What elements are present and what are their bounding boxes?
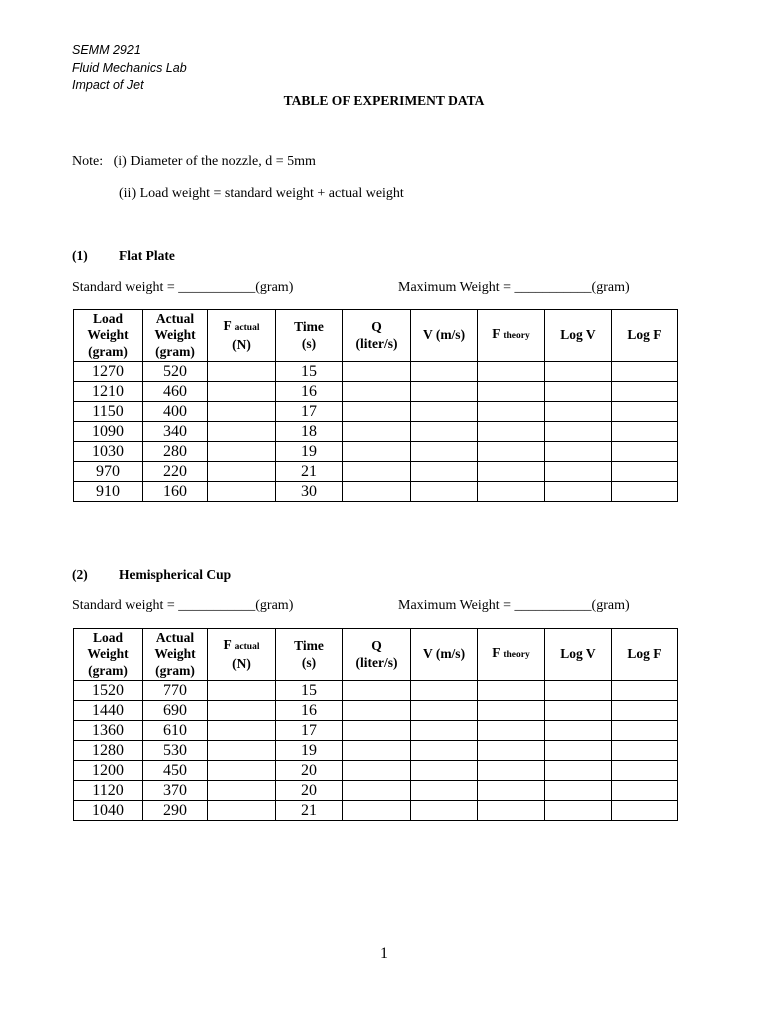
f-theory-cell bbox=[478, 422, 545, 442]
velocity-cell bbox=[411, 681, 478, 701]
table-row bbox=[74, 741, 678, 761]
load-weight-cell: 1040 bbox=[74, 801, 143, 821]
table-row bbox=[74, 801, 678, 821]
page-number: 1 bbox=[380, 945, 388, 962]
table-row bbox=[74, 482, 678, 502]
velocity-cell bbox=[411, 422, 478, 442]
actual-weight-cell: 290 bbox=[143, 801, 208, 821]
load-weight-cell: 1280 bbox=[74, 741, 143, 761]
actual-weight-cell: 520 bbox=[143, 362, 208, 382]
flow-rate-cell bbox=[343, 362, 411, 382]
col-actual-weight: Actual Weight (gram) bbox=[143, 629, 208, 681]
col-log-f: Log F bbox=[612, 310, 678, 362]
load-weight-cell: 1120 bbox=[74, 781, 143, 801]
f-actual-cell bbox=[208, 422, 276, 442]
data-table-hemispherical-cup bbox=[73, 628, 678, 821]
col-f-theory: F theory bbox=[478, 310, 545, 362]
log-f-cell bbox=[612, 761, 678, 781]
flow-rate-cell bbox=[343, 801, 411, 821]
time-cell: 16 bbox=[276, 382, 343, 402]
note-label: Note: bbox=[72, 154, 104, 169]
f-theory-cell bbox=[478, 402, 545, 422]
actual-weight-cell: 610 bbox=[143, 721, 208, 741]
weights-line-hemispherical-cup bbox=[72, 598, 630, 614]
actual-weight-cell: 220 bbox=[143, 462, 208, 482]
velocity-cell bbox=[411, 462, 478, 482]
time-cell: 20 bbox=[276, 781, 343, 801]
section-number: (2) bbox=[72, 567, 88, 582]
f-actual-cell bbox=[208, 402, 276, 422]
f-theory-cell bbox=[478, 721, 545, 741]
actual-weight-cell: 690 bbox=[143, 701, 208, 721]
time-cell: 20 bbox=[276, 761, 343, 781]
table-row bbox=[74, 462, 678, 482]
document-header bbox=[72, 42, 187, 95]
actual-weight-cell: 400 bbox=[143, 402, 208, 422]
flow-rate-cell bbox=[343, 781, 411, 801]
actual-weight-cell: 530 bbox=[143, 741, 208, 761]
maximum-weight-field: Maximum Weight = ___________(gram) bbox=[398, 598, 630, 613]
load-weight-cell: 1210 bbox=[74, 382, 143, 402]
time-cell: 19 bbox=[276, 741, 343, 761]
section-number: (1) bbox=[72, 248, 88, 263]
log-f-cell bbox=[612, 801, 678, 821]
experiment-name: Impact of Jet bbox=[72, 78, 144, 92]
note-line-1 bbox=[72, 154, 316, 170]
section-name: Hemispherical Cup bbox=[119, 567, 232, 582]
velocity-cell bbox=[411, 442, 478, 462]
log-f-cell bbox=[612, 362, 678, 382]
f-actual-cell bbox=[208, 721, 276, 741]
section-name: Flat Plate bbox=[119, 248, 175, 263]
time-cell: 17 bbox=[276, 402, 343, 422]
velocity-cell bbox=[411, 701, 478, 721]
section-heading-flat-plate bbox=[72, 248, 175, 264]
log-f-cell bbox=[612, 442, 678, 462]
log-v-cell bbox=[545, 442, 612, 462]
load-weight-cell: 1520 bbox=[74, 681, 143, 701]
actual-weight-cell: 340 bbox=[143, 422, 208, 442]
log-v-cell bbox=[545, 362, 612, 382]
log-v-cell bbox=[545, 382, 612, 402]
velocity-cell bbox=[411, 482, 478, 502]
f-actual-cell bbox=[208, 442, 276, 462]
table-row bbox=[74, 402, 678, 422]
load-weight-cell: 1360 bbox=[74, 721, 143, 741]
table-body-flat-plate bbox=[74, 362, 678, 502]
velocity-cell bbox=[411, 801, 478, 821]
velocity-cell bbox=[411, 362, 478, 382]
flow-rate-cell bbox=[343, 462, 411, 482]
col-load-weight: Load Weight (gram) bbox=[74, 310, 143, 362]
actual-weight-cell: 450 bbox=[143, 761, 208, 781]
log-f-cell bbox=[612, 462, 678, 482]
log-v-cell bbox=[545, 721, 612, 741]
col-time: Time (s) bbox=[276, 310, 343, 362]
note-text-1: (i) Diameter of the nozzle, d = 5mm bbox=[113, 154, 316, 169]
col-velocity: V (m/s) bbox=[411, 629, 478, 681]
table-row bbox=[74, 721, 678, 741]
actual-weight-cell: 770 bbox=[143, 681, 208, 701]
data-table-flat-plate bbox=[73, 309, 678, 502]
f-actual-cell bbox=[208, 801, 276, 821]
load-weight-cell: 970 bbox=[74, 462, 143, 482]
note-line-2: (ii) Load weight = standard weight + actual weight bbox=[119, 186, 404, 201]
log-v-cell bbox=[545, 741, 612, 761]
f-theory-cell bbox=[478, 482, 545, 502]
f-theory-cell bbox=[478, 362, 545, 382]
course-code: SEMM 2921 bbox=[72, 43, 141, 57]
f-theory-cell bbox=[478, 681, 545, 701]
f-actual-cell bbox=[208, 741, 276, 761]
f-theory-cell bbox=[478, 462, 545, 482]
log-f-cell bbox=[612, 781, 678, 801]
table-row bbox=[74, 701, 678, 721]
f-actual-cell bbox=[208, 362, 276, 382]
col-velocity: V (m/s) bbox=[411, 310, 478, 362]
flow-rate-cell bbox=[343, 402, 411, 422]
load-weight-cell: 1090 bbox=[74, 422, 143, 442]
f-theory-cell bbox=[478, 781, 545, 801]
load-weight-cell: 910 bbox=[74, 482, 143, 502]
col-flow-rate: Q (liter/s) bbox=[343, 310, 411, 362]
log-v-cell bbox=[545, 462, 612, 482]
flow-rate-cell bbox=[343, 741, 411, 761]
time-cell: 15 bbox=[276, 681, 343, 701]
table-body-hemispherical-cup bbox=[74, 681, 678, 821]
flow-rate-cell bbox=[343, 422, 411, 442]
velocity-cell bbox=[411, 761, 478, 781]
col-log-f: Log F bbox=[612, 629, 678, 681]
f-actual-cell bbox=[208, 462, 276, 482]
table-row bbox=[74, 781, 678, 801]
log-f-cell bbox=[612, 402, 678, 422]
load-weight-cell: 1440 bbox=[74, 701, 143, 721]
col-log-v: Log V bbox=[545, 629, 612, 681]
time-cell: 19 bbox=[276, 442, 343, 462]
table-row bbox=[74, 362, 678, 382]
f-actual-cell bbox=[208, 761, 276, 781]
col-time: Time (s) bbox=[276, 629, 343, 681]
actual-weight-cell: 460 bbox=[143, 382, 208, 402]
log-f-cell bbox=[612, 681, 678, 701]
standard-weight-field: Standard weight = ___________(gram) bbox=[72, 598, 294, 613]
time-cell: 30 bbox=[276, 482, 343, 502]
actual-weight-cell: 160 bbox=[143, 482, 208, 502]
col-log-v: Log V bbox=[545, 310, 612, 362]
col-f-actual: F actual (N) bbox=[208, 310, 276, 362]
f-actual-cell bbox=[208, 681, 276, 701]
col-actual-weight: Actual Weight (gram) bbox=[143, 310, 208, 362]
weights-line-flat-plate bbox=[72, 280, 630, 296]
f-theory-cell bbox=[478, 741, 545, 761]
section-heading-hemispherical-cup bbox=[72, 567, 231, 583]
actual-weight-cell: 280 bbox=[143, 442, 208, 462]
log-f-cell bbox=[612, 482, 678, 502]
log-v-cell bbox=[545, 482, 612, 502]
table-row bbox=[74, 681, 678, 701]
log-v-cell bbox=[545, 701, 612, 721]
log-f-cell bbox=[612, 382, 678, 402]
time-cell: 17 bbox=[276, 721, 343, 741]
velocity-cell bbox=[411, 402, 478, 422]
f-actual-cell bbox=[208, 701, 276, 721]
load-weight-cell: 1200 bbox=[74, 761, 143, 781]
f-actual-cell bbox=[208, 382, 276, 402]
actual-weight-cell: 370 bbox=[143, 781, 208, 801]
table-header-row bbox=[74, 629, 678, 681]
log-f-cell bbox=[612, 721, 678, 741]
table-row bbox=[74, 442, 678, 462]
log-v-cell bbox=[545, 422, 612, 442]
table-row bbox=[74, 761, 678, 781]
log-f-cell bbox=[612, 741, 678, 761]
log-v-cell bbox=[545, 681, 612, 701]
velocity-cell bbox=[411, 741, 478, 761]
flow-rate-cell bbox=[343, 382, 411, 402]
f-actual-cell bbox=[208, 482, 276, 502]
velocity-cell bbox=[411, 382, 478, 402]
col-f-theory: F theory bbox=[478, 629, 545, 681]
flow-rate-cell bbox=[343, 721, 411, 741]
load-weight-cell: 1150 bbox=[74, 402, 143, 422]
load-weight-cell: 1270 bbox=[74, 362, 143, 382]
log-v-cell bbox=[545, 402, 612, 422]
velocity-cell bbox=[411, 781, 478, 801]
f-theory-cell bbox=[478, 382, 545, 402]
table-header-row bbox=[74, 310, 678, 362]
time-cell: 16 bbox=[276, 701, 343, 721]
table-row bbox=[74, 422, 678, 442]
flow-rate-cell bbox=[343, 761, 411, 781]
flow-rate-cell bbox=[343, 482, 411, 502]
time-cell: 18 bbox=[276, 422, 343, 442]
f-theory-cell bbox=[478, 442, 545, 462]
f-theory-cell bbox=[478, 801, 545, 821]
log-f-cell bbox=[612, 422, 678, 442]
time-cell: 21 bbox=[276, 462, 343, 482]
standard-weight-field: Standard weight = ___________(gram) bbox=[72, 280, 294, 295]
log-v-cell bbox=[545, 781, 612, 801]
log-f-cell bbox=[612, 701, 678, 721]
log-v-cell bbox=[545, 761, 612, 781]
load-weight-cell: 1030 bbox=[74, 442, 143, 462]
flow-rate-cell bbox=[343, 442, 411, 462]
velocity-cell bbox=[411, 721, 478, 741]
flow-rate-cell bbox=[343, 681, 411, 701]
f-theory-cell bbox=[478, 761, 545, 781]
time-cell: 21 bbox=[276, 801, 343, 821]
page-title: TABLE OF EXPERIMENT DATA bbox=[283, 93, 485, 108]
f-actual-cell bbox=[208, 781, 276, 801]
col-load-weight: Load Weight (gram) bbox=[74, 629, 143, 681]
maximum-weight-field: Maximum Weight = ___________(gram) bbox=[398, 280, 630, 295]
flow-rate-cell bbox=[343, 701, 411, 721]
col-flow-rate: Q (liter/s) bbox=[343, 629, 411, 681]
time-cell: 15 bbox=[276, 362, 343, 382]
f-theory-cell bbox=[478, 701, 545, 721]
col-f-actual: F actual (N) bbox=[208, 629, 276, 681]
log-v-cell bbox=[545, 801, 612, 821]
table-row bbox=[74, 382, 678, 402]
lab-name: Fluid Mechanics Lab bbox=[72, 60, 187, 75]
